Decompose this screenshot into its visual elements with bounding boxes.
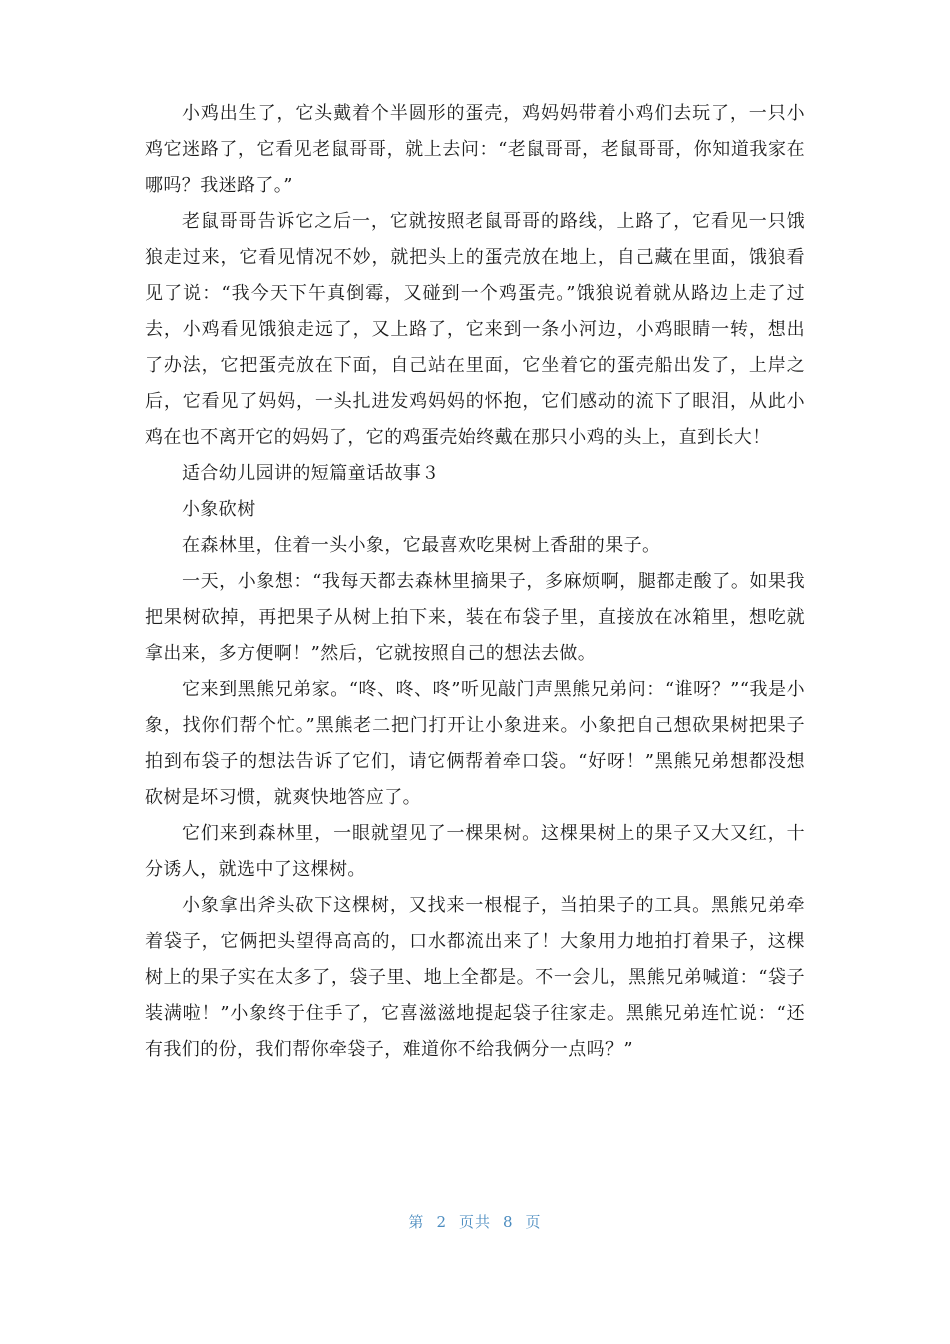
paragraph: 在森林里，住着一头小象，它最喜欢吃果树上香甜的果子。: [182, 535, 661, 556]
current-page-number: 2: [436, 1213, 447, 1231]
paragraph: 小象拿出斧头砍下这棵树，又找来一根棍子，当拍果子的工具。黑熊兄弟牵着袋子，它俩把头望得高高的，口水都流出来了！大象用力地拍打着果子，这棵树上的果子实在太多了，袋子里、地上全都是。不一会儿，黑熊兄弟喊道：“袋子装满啦！”小象终于住手了，它喜滋滋地提起袋子往家走。黑熊兄弟连忙说：“还有我们的份，我们帮你牵袋子，难道你不给我俩分一点吗？”: [145, 895, 805, 1060]
document-body: [145, 96, 805, 1068]
paragraph: 老鼠哥哥告诉它之后一，它就按照老鼠哥哥的路线，上路了，它看见一只饿狼走过来，它看见情况不妙，就把头上的蛋壳放在地上，自己藏在里面，饿狼看见了说：“我今天下午真倒霉，又碰到一个鸡蛋壳。”饿狼说着就从路边上走了过去，小鸡看见饿狼走远了，又上路了，它来到一条小河边，小鸡眼睛一转，想出了办法，它把蛋壳放在下面，自己站在里面，它坐着它的蛋壳船出发了，上岸之后，它看见了妈妈，一头扎进发鸡妈妈的怀抱，它们感动的流下了眼泪，从此小鸡在也不离开它的妈妈了，它的鸡蛋壳始终戴在那只小鸡的头上，直到长大！: [145, 211, 805, 448]
page-label-prefix: 第: [408, 1213, 425, 1231]
total-pages-number: 8: [503, 1213, 514, 1231]
paragraph: 它来到黑熊兄弟家。“咚、咚、咚”听见敲门声黑熊兄弟问：“谁呀？”“我是小象，找你们帮个忙。”黑熊老二把门打开让小象进来。小象把自己想砍果树把果子拍到布袋子的想法告诉了它们，请它俩帮着牵口袋。“好呀！”黑熊兄弟想都没想砍树是坏习惯，就爽快地答应了。: [145, 679, 805, 808]
paragraph: 小鸡出生了，它头戴着个半圆形的蛋壳，鸡妈妈带着小鸡们去玩了，一只小鸡它迷路了，它看见老鼠哥哥，就上去问：“老鼠哥哥，老鼠哥哥，你知道我家在哪吗？我迷路了。”: [145, 103, 805, 196]
page-label-suffix: 页: [525, 1213, 542, 1231]
page-label-middle: 页共: [458, 1213, 491, 1231]
story-title: 小象砍树: [182, 499, 256, 520]
paragraph: 它们来到森林里，一眼就望见了一棵果树。这棵果树上的果子又大又红，十分诱人，就选中了这棵树。: [145, 823, 805, 880]
page-footer: [0, 1211, 950, 1232]
section-heading: 适合幼儿园讲的短篇童话故事３: [182, 463, 440, 484]
paragraph: 一天，小象想：“我每天都去森林里摘果子，多麻烦啊，腿都走酸了。如果我把果树砍掉，再把果子从树上拍下来，装在布袋子里，直接放在冰箱里，想吃就拿出来，多方便啊！”然后，它就按照自己的想法去做。: [145, 571, 805, 664]
